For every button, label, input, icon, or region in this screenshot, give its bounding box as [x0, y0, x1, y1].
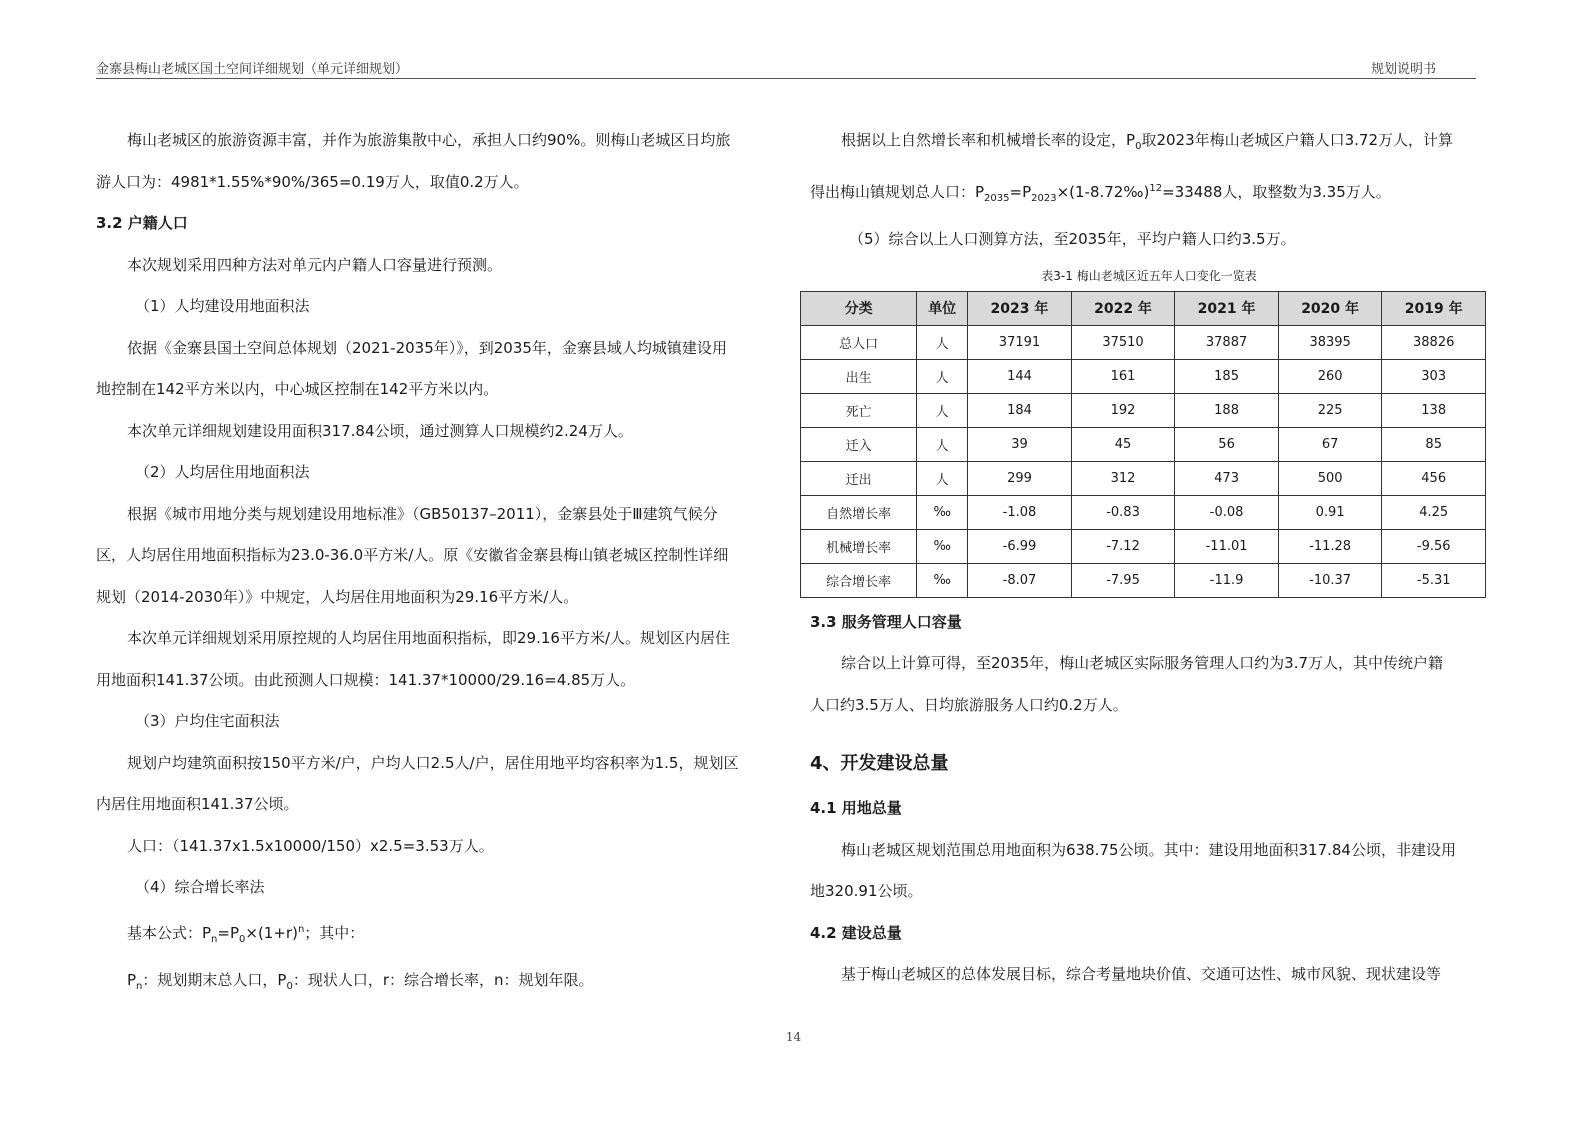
table-cell: 67	[1278, 427, 1382, 461]
right-column	[810, 120, 1488, 996]
paragraph: 游人口为：4981*1.55%*90%/365=0.19万人，取值0.2万人。	[96, 172, 529, 191]
page-number: 14	[785, 1030, 802, 1044]
method-heading-2: （2）人均居住用地面积法	[135, 463, 310, 481]
table-cell: 人	[917, 461, 968, 495]
table-cell: 人	[917, 325, 968, 359]
table-cell: 迁出	[801, 461, 917, 495]
table-cell: 299	[968, 461, 1072, 495]
table-cell: 312	[1071, 461, 1175, 495]
table-cell: 225	[1278, 393, 1382, 427]
table-cell: 144	[968, 359, 1072, 393]
section-heading-4-1: 4.1 用地总量	[810, 799, 902, 817]
table-cell: -11.9	[1175, 563, 1279, 597]
table-cell: 37510	[1071, 325, 1175, 359]
table-cell: -10.37	[1278, 563, 1382, 597]
table-cell: 38826	[1382, 325, 1486, 359]
paragraph: 梅山老城区的旅游资源丰富，并作为旅游集散中心，承担人口约90%。则梅山老城区日均旅	[127, 131, 731, 149]
table-row	[801, 325, 1486, 359]
paragraph: 地控制在142平方米以内，中心城区控制在142平方米以内。	[96, 380, 499, 398]
table-cell: 184	[968, 393, 1072, 427]
table-cell: 4.25	[1382, 495, 1486, 529]
table-header-cell: 2019 年	[1382, 291, 1486, 325]
table-cell: -1.08	[968, 495, 1072, 529]
table-cell: 人	[917, 393, 968, 427]
table-cell: 45	[1071, 427, 1175, 461]
table-cell: 185	[1175, 359, 1279, 393]
table-cell: 综合增长率	[801, 563, 917, 597]
table-cell: -11.28	[1278, 529, 1382, 563]
paragraph: 综合以上计算可得，至2035年，梅山老城区实际服务管理人口约为3.7万人，其中传统户籍	[841, 654, 1444, 672]
document-type: 规划说明书	[1370, 62, 1436, 77]
table-row	[801, 461, 1486, 495]
table-header-cell: 2022 年	[1071, 291, 1175, 325]
table-cell: 473	[1175, 461, 1279, 495]
table-cell: 死亡	[801, 393, 917, 427]
population-table	[800, 291, 1486, 598]
table-cell: 0.91	[1278, 495, 1382, 529]
table-cell: 260	[1278, 359, 1382, 393]
table-cell: -7.95	[1071, 563, 1175, 597]
table-cell: 出生	[801, 359, 917, 393]
table-cell: 人	[917, 427, 968, 461]
table-cell: 456	[1382, 461, 1486, 495]
left-column	[96, 120, 776, 1008]
paragraph: （5）综合以上人口测算方法，至2035年，平均户籍人口约3.5万。	[849, 230, 1296, 248]
table-cell: 192	[1071, 393, 1175, 427]
table-cell: 37191	[968, 325, 1072, 359]
table-cell: ‰	[917, 495, 968, 529]
table-cell: 188	[1175, 393, 1279, 427]
paragraph: 本次单元详细规划建设用面积317.84公顷，通过测算人口规模约2.24万人。	[127, 421, 633, 440]
table-cell: -0.83	[1071, 495, 1175, 529]
paragraph: 依据《金寨县国土空间总体规划（2021-2035年）》，到2035年，金寨县域人均城镇建设用	[127, 338, 727, 357]
table-header-row	[801, 291, 1486, 325]
table-row	[801, 427, 1486, 461]
table-cell: ‰	[917, 563, 968, 597]
paragraph: 根据以上自然增长率和机械增长率的设定，$P_0$取2023年梅山老城区户籍人口3.72万人，计算	[841, 131, 1454, 152]
table-header-cell: 2021 年	[1175, 291, 1279, 325]
table-cell: 38395	[1278, 325, 1382, 359]
table-row	[801, 495, 1486, 529]
paragraph: 规划（2014-2030年）》中规定，人均居住用地面积为29.16平方米/人。	[96, 587, 579, 606]
formula-line: 基本公式：$P_n=P_0\times(1+r)^n$；其中：	[127, 923, 365, 945]
paragraph: 梅山老城区规划范围总用地面积为638.75公顷。其中：建设用地面积317.84公顷，非建设用	[841, 840, 1456, 859]
table-cell: 自然增长率	[801, 495, 917, 529]
paragraph: 用地面积141.37公顷。由此预测人口规模：141.37*10000/29.16=4.85万人。	[96, 670, 636, 689]
table-cell: 迁入	[801, 427, 917, 461]
table-cell: -11.01	[1175, 529, 1279, 563]
table-cell: ‰	[917, 529, 968, 563]
paragraph: 基于梅山老城区的总体发展目标，综合考量地块价值、交通可达性、城市风貌、现状建设等	[841, 965, 1442, 983]
table-cell: -0.08	[1175, 495, 1279, 529]
table-cell: 37887	[1175, 325, 1279, 359]
paragraph: 地320.91公顷。	[810, 882, 923, 900]
table-cell: 机械增长率	[801, 529, 917, 563]
table-row	[801, 563, 1486, 597]
table-cell: -9.56	[1382, 529, 1486, 563]
table-row	[801, 359, 1486, 393]
page-header	[96, 56, 1476, 79]
table-cell: 56	[1175, 427, 1279, 461]
table-header-cell: 单位	[917, 291, 968, 325]
table-cell: 161	[1071, 359, 1175, 393]
table-cell: -6.99	[968, 529, 1072, 563]
paragraph: 区，人均居住用地面积指标为23.0-36.0平方米/人。原《安徽省金寨县梅山镇老城区控制性详细	[96, 546, 729, 564]
section-heading-4: 4、开发建设总量	[810, 753, 949, 774]
table-header-cell: 2023 年	[968, 291, 1072, 325]
paragraph: 本次单元详细规划采用原控规的人均居住用地面积指标，即29.16平方米/人。规划区内居住	[127, 629, 730, 647]
table-cell: 总人口	[801, 325, 917, 359]
table-header-cell: 分类	[801, 291, 917, 325]
paragraph: 本次规划采用四种方法对单元内户籍人口容量进行预测。	[127, 255, 503, 274]
table-row	[801, 529, 1486, 563]
table-row	[801, 393, 1486, 427]
paragraph: 人口约3.5万人、日均旅游服务人口约0.2万人。	[810, 695, 1128, 714]
table-cell: -7.12	[1071, 529, 1175, 563]
document-title: 金寨县梅山老城区国土空间详细规划（单元详细规划）	[96, 62, 409, 77]
table-cell: 500	[1278, 461, 1382, 495]
paragraph: 规划户均建筑面积按150平方米/户，户均人口2.5人/户，居住用地平均容积率为1.5，规划区	[127, 753, 739, 772]
method-heading-3: （3）户均住宅面积法	[135, 712, 280, 730]
table-cell: 人	[917, 359, 968, 393]
method-heading-4: （4）综合增长率法	[135, 878, 265, 896]
table-cell: -5.31	[1382, 563, 1486, 597]
table-cell: -8.07	[968, 563, 1072, 597]
section-heading-3-3: 3.3 服务管理人口容量	[810, 612, 962, 631]
method-heading-1: （1）人均建设用地面积法	[135, 297, 310, 315]
table-header-cell: 2020 年	[1278, 291, 1382, 325]
formula-definition: $P_n$：规划期末总人口，$P_0$：现状人口，r：综合增长率，n：规划年限。	[127, 971, 594, 992]
paragraph: 人口：（141.37x1.5x10000/150）x2.5=3.53万人。	[127, 836, 494, 855]
section-heading-3-2: 3.2 户籍人口	[96, 214, 188, 232]
section-heading-4-2: 4.2 建设总量	[810, 923, 902, 942]
paragraph: 内居住用地面积141.37公顷。	[96, 795, 299, 813]
paragraph: 得出梅山镇规划总人口：$P_{2035}=P_{2023}\times(1-8.72‰)^{12}=33488$人，取整数为3.35万人。	[810, 182, 1391, 204]
table-caption: 表3-1 梅山老城区近五年人口变化一览表	[1041, 268, 1257, 283]
table-cell: 303	[1382, 359, 1486, 393]
table-cell: 39	[968, 427, 1072, 461]
table-cell: 138	[1382, 393, 1486, 427]
table-cell: 85	[1382, 427, 1486, 461]
paragraph: 根据《城市用地分类与规划建设用地标准》（GB50137–2011），金寨县处于Ⅲ建筑气候分	[127, 504, 718, 523]
